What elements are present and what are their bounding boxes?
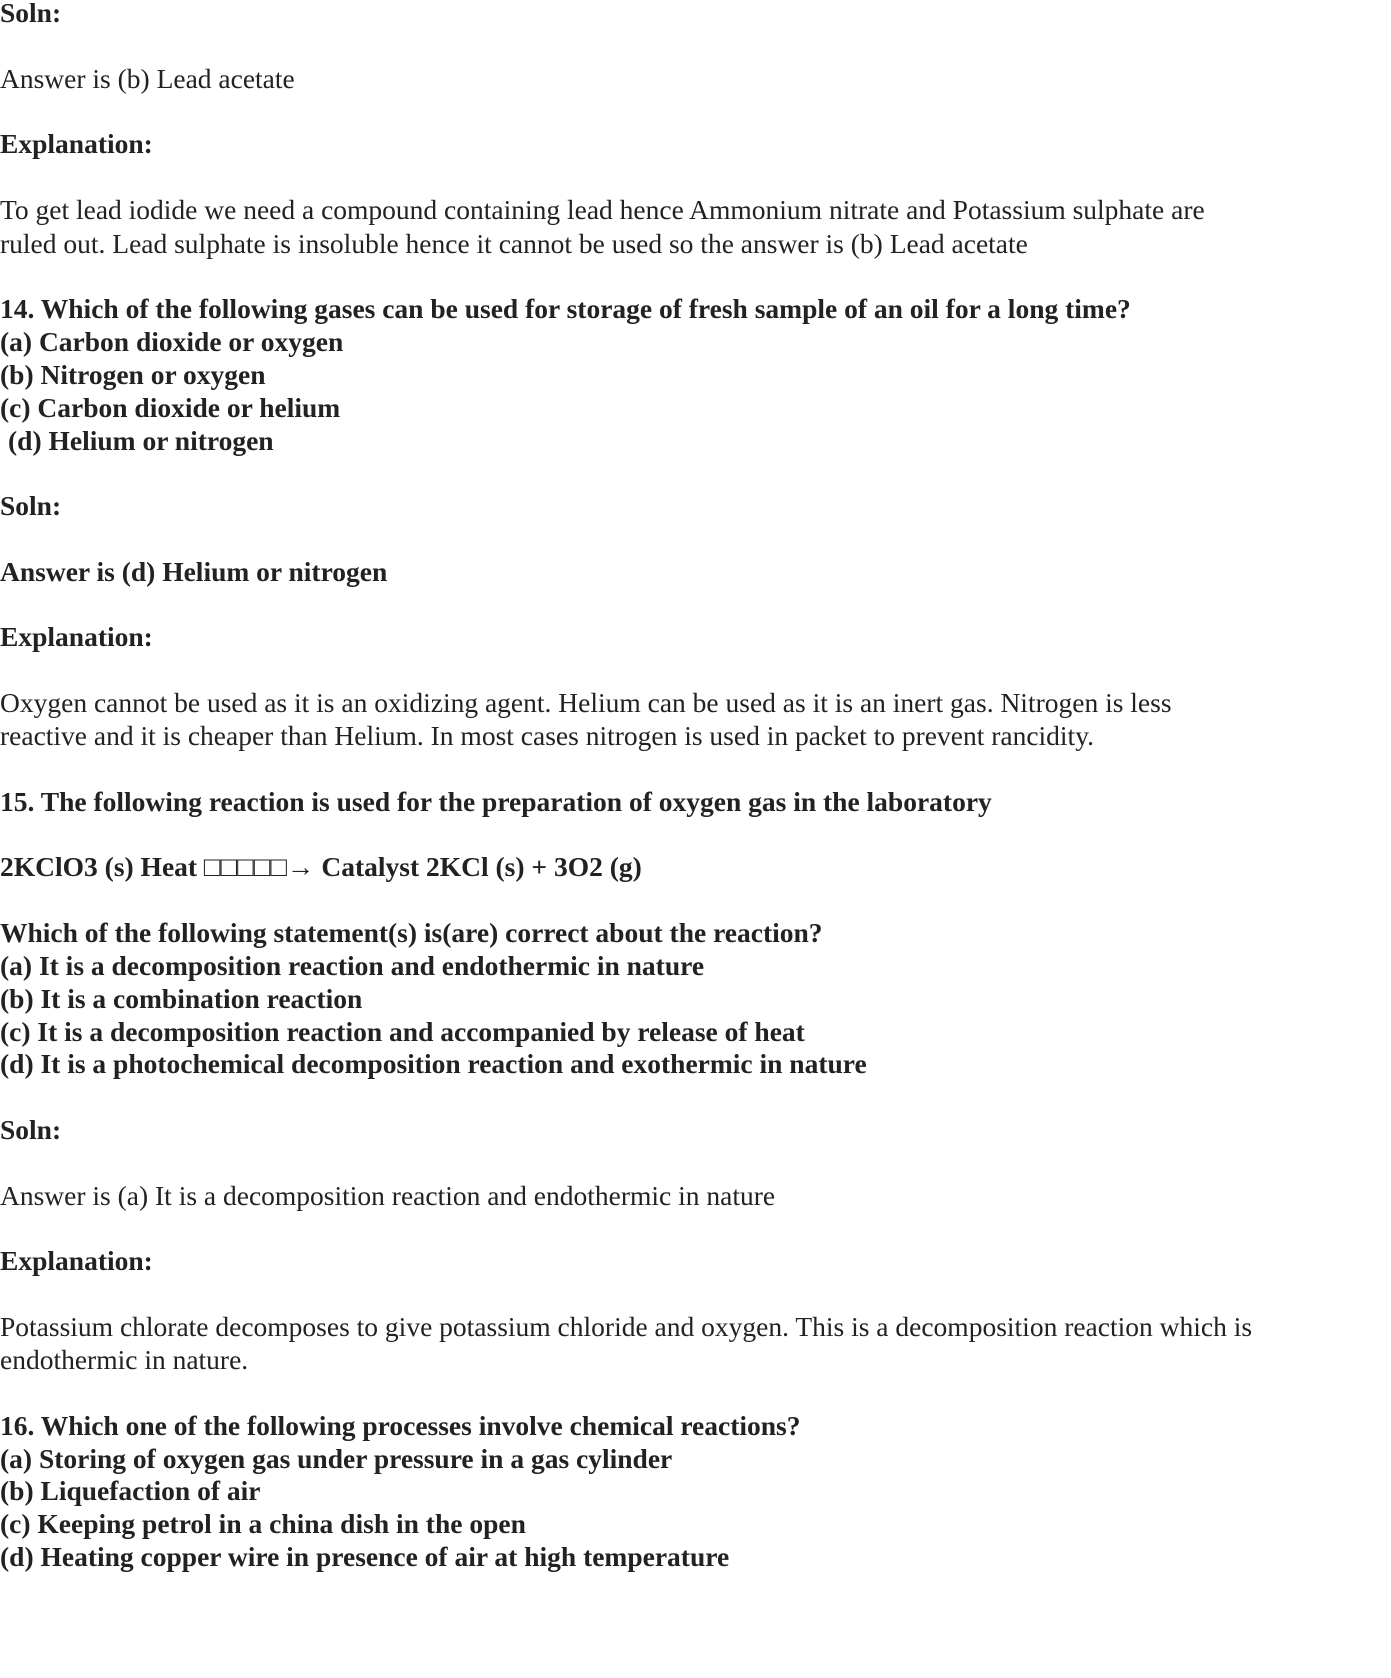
q16-option-a: (a) Storing of oxygen gas under pressure in a gas cylinder: [0, 1443, 673, 1474]
q14-explanation-line-2: reactive and it is cheaper than Helium. In most cases nitrogen is used in packet to prevent rancidity.: [0, 720, 1095, 751]
q15-answer: Answer is (a) It is a decomposition reaction and endothermic in nature: [0, 1180, 776, 1211]
q13-soln-label: Soln:: [0, 0, 62, 28]
q15-option-d: (d) It is a photochemical decomposition reaction and exothermic in nature: [0, 1048, 867, 1079]
q14-option-c: (c) Carbon dioxide or helium: [0, 392, 341, 423]
q14-option-b: (b) Nitrogen or oxygen: [0, 359, 266, 390]
q14-explanation-label: Explanation:: [0, 621, 153, 652]
q15-option-a: (a) It is a decomposition reaction and endothermic in nature: [0, 950, 705, 981]
q15-option-c: (c) It is a decomposition reaction and accompanied by release of heat: [0, 1016, 805, 1047]
q13-explanation-label: Explanation:: [0, 128, 153, 159]
q13-explanation-line-1: To get lead iodide we need a compound containing lead hence Ammonium nitrate and Potassium sulphate are: [0, 194, 1205, 225]
q15-soln-label: Soln:: [0, 1114, 62, 1145]
q15-explanation-label: Explanation:: [0, 1245, 153, 1276]
q13-explanation-line-2: ruled out. Lead sulphate is insoluble hence it cannot be used so the answer is (b) Lead acetate: [0, 228, 1028, 259]
q15-question: 15. The following reaction is used for the preparation of oxygen gas in the laboratory: [0, 786, 992, 817]
q15-explanation-line-2: endothermic in nature.: [0, 1344, 249, 1375]
q16-option-c: (c) Keeping petrol in a china dish in the open: [0, 1508, 526, 1539]
q15-equation: 2KClO3 (s) Heat □□□□□→ Catalyst 2KCl (s) + 3O2 (g): [0, 851, 642, 882]
q16-question: 16. Which one of the following processes involve chemical reactions?: [0, 1410, 801, 1441]
q14-option-d: (d) Helium or nitrogen: [8, 425, 274, 456]
q15-explanation-line-1: Potassium chlorate decomposes to give potassium chloride and oxygen. This is a decomposition reaction which is: [0, 1311, 1253, 1342]
q14-option-a: (a) Carbon dioxide or oxygen: [0, 326, 344, 357]
q14-soln-label: Soln:: [0, 490, 62, 521]
q16-option-d: (d) Heating copper wire in presence of air at high temperature: [0, 1541, 730, 1572]
q15-option-b: (b) It is a combination reaction: [0, 983, 363, 1014]
q14-question: 14. Which of the following gases can be used for storage of fresh sample of an oil for a long time?: [0, 293, 1131, 324]
q14-answer: Answer is (d) Helium or nitrogen: [0, 556, 388, 587]
q13-answer: Answer is (b) Lead acetate: [0, 63, 295, 94]
q16-option-b: (b) Liquefaction of air: [0, 1475, 261, 1506]
q15-prompt: Which of the following statement(s) is(are) correct about the reaction?: [0, 917, 823, 948]
q14-explanation-line-1: Oxygen cannot be used as it is an oxidizing agent. Helium can be used as it is an inert gas. Nitrogen is less: [0, 687, 1172, 718]
